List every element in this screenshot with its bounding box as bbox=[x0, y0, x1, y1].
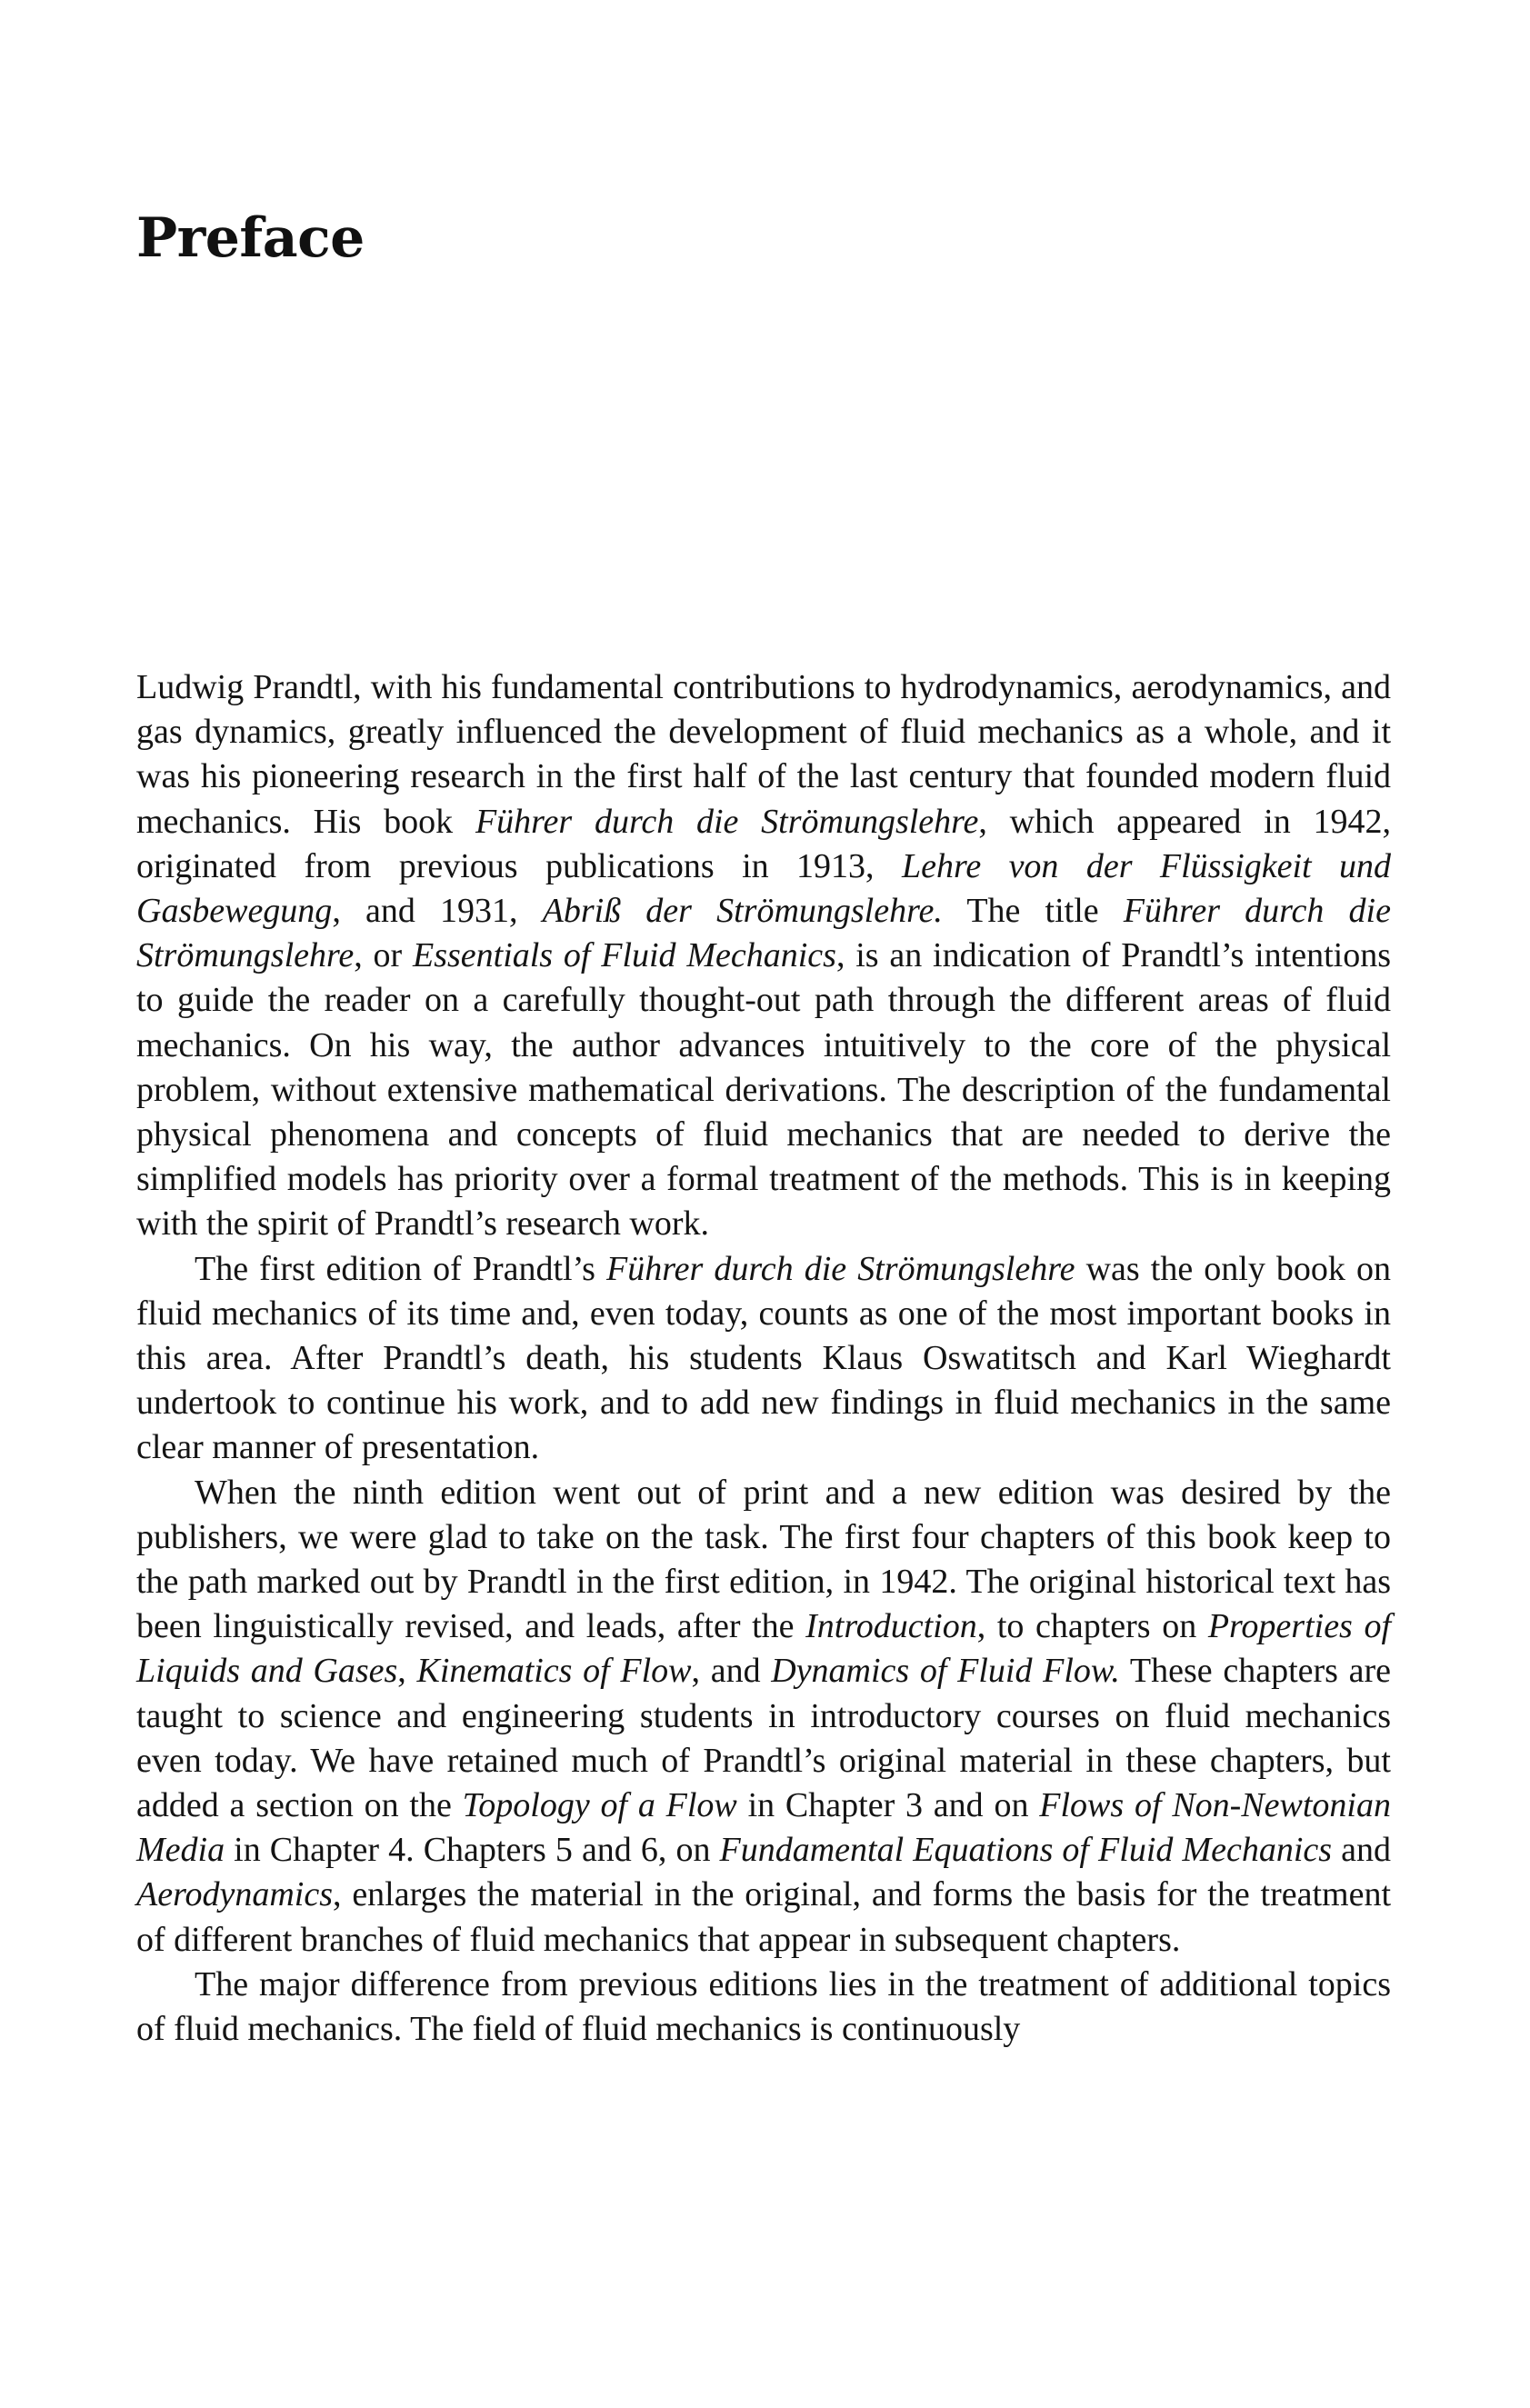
paragraph-4 bbox=[136, 1963, 1391, 2052]
text-run: , and bbox=[691, 1652, 772, 1691]
italic-title: Fundamental Equations of Fluid Mechanics bbox=[719, 1831, 1333, 1870]
text-run: , which appeared in 1942, originated from previous publications in 1913, bbox=[136, 802, 1392, 885]
page-content bbox=[136, 0, 1391, 2408]
text-run: in Chapter 3 and on bbox=[736, 1786, 1040, 1825]
text-run: and bbox=[1332, 1831, 1392, 1870]
text-run: The title bbox=[942, 892, 1124, 931]
paragraph-3 bbox=[136, 1471, 1391, 1963]
paragraph-1 bbox=[136, 665, 1391, 1247]
italic-title: Aerodynamics bbox=[136, 1875, 333, 1914]
paragraph-2 bbox=[136, 1247, 1391, 1471]
text-run: , or bbox=[354, 936, 413, 975]
italic-title: Abriß der Strömungslehre. bbox=[542, 892, 943, 931]
italic-title: Topology of a Flow bbox=[462, 1786, 737, 1825]
preface-body bbox=[136, 665, 1391, 2052]
text-run: The first edition of Prandtl’s bbox=[195, 1249, 607, 1288]
italic-title: Kinematics of Flow bbox=[416, 1652, 692, 1691]
italic-title: Flows of Non-Newtonian Media bbox=[136, 1786, 1391, 1870]
page-title: Preface bbox=[136, 206, 365, 270]
italic-title: Lehre von der Flüssigkeit und Gasbewegung bbox=[136, 846, 1392, 931]
italic-title: Führer durch die Strömungslehre bbox=[136, 892, 1391, 975]
text-run: When the ninth edition went out of print and a new edition was desired by the publishers, we were glad to take on the task. The first four chapters of this book keep to the path marked out by Prandtl in the first edition, in 1942. The original historical text has been linguistically revised, and leads, after the bbox=[136, 1473, 1391, 1646]
text-run: was the only book on fluid mechanics of its time and, even today, counts as one of the most important books in this area. After Prandtl’s death, his students Klaus Oswatitsch and Karl Wieghardt undertook to continue his work, and to add new findings in fluid mechanics in the same clear manner of presentation. bbox=[136, 1249, 1392, 1467]
italic-title: Dynamics of Fluid Flow. bbox=[771, 1652, 1120, 1691]
italic-title: Essentials of Fluid Mechanics bbox=[412, 936, 836, 975]
italic-title: Properties of Liquids and Gases bbox=[136, 1607, 1392, 1691]
text-run: , and 1931, bbox=[332, 892, 543, 931]
text-run: in Chapter 4. Chapters 5 and 6, on bbox=[225, 1831, 720, 1870]
text-run: Ludwig Prandtl, with his fundamental contributions to hydrodynamics, aerodynamics, and gas dynamics, greatly influenced the development of fluid mechanics as a whole, and it was his pioneering research in the first half of the last century that founded modern fluid mechanics. His book bbox=[136, 668, 1391, 841]
text-run: , is an indication of Prandtl’s intentions to guide the reader on a carefully thought-out path through the different areas of fluid mechanics. On his way, the author advances intuitively to the core of the physical problem, without extensive mathematical derivations. The description of the fundamental physical phenomena and concepts of fluid mechanics that are needed to derive the simplified models has priority over a formal treatment of the methods. This is in keeping with the spirit of Prandtl’s research work. bbox=[136, 936, 1391, 1244]
text-run: The major difference from previous editions lies in the treatment of additional topics of fluid mechanics. The field of fluid mechanics is continuously bbox=[136, 1964, 1391, 2049]
text-run: , to chapters on bbox=[976, 1607, 1208, 1646]
text-run: These chapters are taught to science and engineering students in introductory courses on fluid mechanics even today. We have retained much of Prandtl’s original material in these chapters, but added a section on the bbox=[136, 1652, 1392, 1825]
text-run: , enlarges the material in the original, and forms the basis for the treatment of different branches of fluid mechanics that appear in subsequent chapters. bbox=[136, 1875, 1391, 1959]
text-run: , bbox=[397, 1652, 417, 1691]
italic-title: Introduction bbox=[805, 1607, 977, 1646]
italic-title: Führer durch die Strömungslehre bbox=[606, 1249, 1075, 1288]
italic-title: Führer durch die Strömungslehre bbox=[475, 802, 979, 841]
